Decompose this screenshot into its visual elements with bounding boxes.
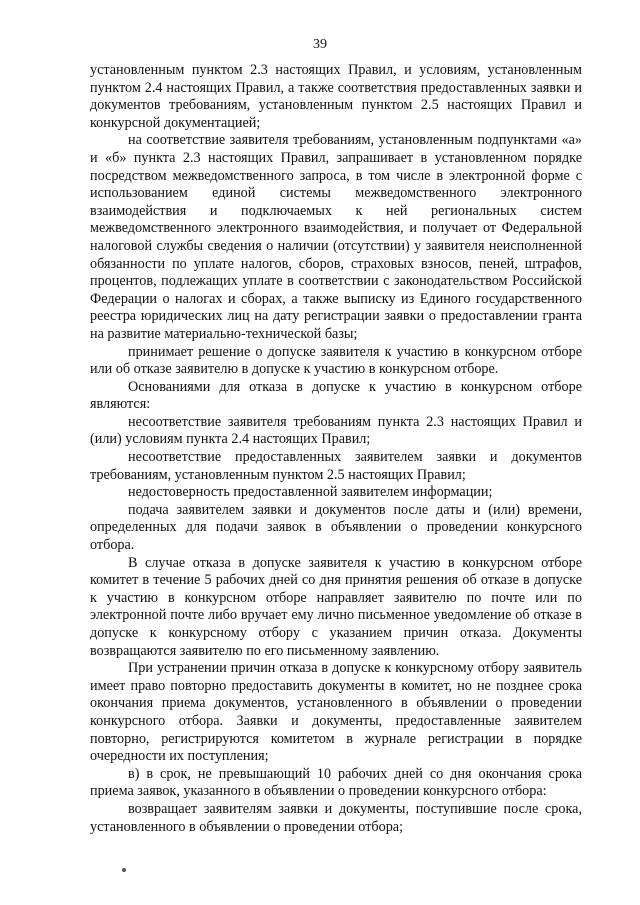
paragraph-ground-noncompliance: несоответствие заявителя требованиям пункта 2.3 настоящих Правил и (или) условиям пункта 2.4 настоящих Правил; — [90, 413, 582, 448]
paragraph-request-tax-info: на соответствие заявителя требованиям, установленным подпунктами «а» и «б» пункта 2.3 настоящих Правил, запрашивает в установленном порядке посредством межведомственного запроса, в том числе в электронной форме с использованием единой системы межведомственного электронного взаимодействия и подключаемых к ней региональных систем межведомственного электронного взаимодействия, и получает от Федеральной налоговой службы сведения о наличии (отсутствии) у заявителя неисполненной обязанности по уплате налогов, сборов, страховых взносов, пеней, штрафов, процентов, подлежащих уплате в соответствии с законодательством Российской Федерации о налогах и сборах, а также выписку из Единого государственного реестра юридических лиц на дату регистрации заявки о предоставлении гранта на развитие материально-технической базы; — [90, 132, 582, 342]
paragraph-continuation: установленным пунктом 2.3 настоящих Правил, и условиям, установленным пунктом 2.4 настоящих Правил, а также соответствия предоставленных заявки и документов требованиям, установленным пунктом 2.5 настоящих Правил и конкурсной документацией; — [90, 62, 582, 131]
paragraph-refusal-notice: В случае отказа в допуске заявителя к участию в конкурсном отборе комитет в течение 5 рабочих дней со дня принятия решения об отказе в допуске к участию в конкурсном отборе направляет заявителю по почте или по электронной почте либо вручает ему лично письменное уведомление об отказе в допуске к конкурсному отбору с указанием причин отказа. Документы возвращаются заявителю по его письменному заявлению. — [90, 554, 582, 659]
paragraph-admission-decision: принимает решение о допуске заявителя к участию в конкурсном отборе или об отказе заявителю в допуске к участию в конкурсном отборе. — [90, 343, 582, 378]
paragraph-subitem-v: в) в срок, не превышающий 10 рабочих дней со дня окончания срока приема заявок, указанного в объявлении о проведении конкурсного отбора: — [90, 765, 582, 800]
page-body — [90, 62, 582, 836]
paragraph-resubmission: При устранении причин отказа в допуске к конкурсному отбору заявитель имеет право повторно предоставить документы в комитет, но не позднее срока окончания приема документов, установленного в объявлении о проведении конкурсного отбора. Заявки и документы, предоставленные заявителем повторно, регистрируются комитетом в журнале регистрации в порядке очередности их поступления; — [90, 660, 582, 765]
scan-mark — [122, 868, 126, 872]
paragraph-ground-unreliable-info: недостоверность предоставленной заявителем информации; — [128, 484, 493, 501]
paragraph-refusal-grounds-heading: Основаниями для отказа в допуске к участию в конкурсном отборе являются: — [90, 378, 582, 413]
paragraph-ground-late-submission: подача заявителем заявки и документов после даты и (или) времени, определенных для подачи заявок в объявлении о проведении конкурсного отбора. — [90, 501, 582, 554]
page-number: 39 — [313, 37, 327, 52]
paragraph-ground-documents: несоответствие предоставленных заявителем заявки и документов требованиям, установленным пунктом 2.5 настоящих Правил; — [90, 449, 582, 483]
paragraph-return-documents: возвращает заявителям заявки и документы, поступившие после срока, установленного в объявлении о проведении отбора; — [90, 800, 582, 835]
